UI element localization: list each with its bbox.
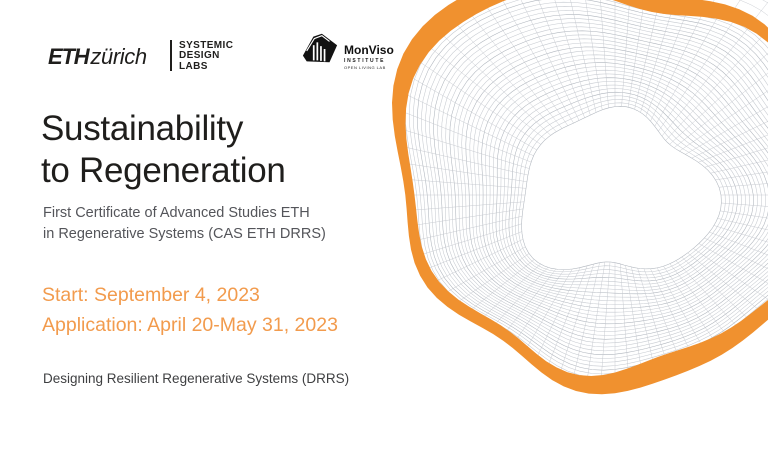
eth-zurich-logo [48, 44, 147, 70]
monviso-institute-logo [301, 31, 394, 70]
organic-mesh-graphic [388, 0, 768, 460]
logo-divider [170, 40, 172, 71]
subtitle-line-1: First Certificate of Advanced Studies ETH [43, 205, 310, 221]
sdl-line-3: LABS [179, 60, 208, 72]
monviso-wordmark [344, 31, 394, 70]
course-subtitle [43, 203, 326, 245]
eth-logo-bold: ETH [48, 44, 89, 69]
start-date: Start: September 4, 2023 [42, 284, 260, 306]
application-window: Application: April 20-May 31, 2023 [42, 314, 338, 336]
key-dates [42, 280, 338, 340]
program-note: Designing Resilient Regenerative Systems (DRRS) [43, 371, 350, 386]
title-line-2: to Regeneration [41, 151, 286, 190]
eth-logo-light: zürich [90, 44, 147, 69]
title-line-1: Sustainability [41, 109, 244, 148]
monviso-mountain-icon [301, 31, 339, 67]
sdl-line-2: DESIGN [179, 50, 220, 62]
monviso-name: MonViso [344, 43, 394, 57]
monviso-tagline: OPEN LIVING LAB [344, 64, 386, 70]
systemic-design-labs-logo [179, 41, 233, 72]
subtitle-line-2: in Regenerative Systems (CAS ETH DRRS) [43, 226, 326, 242]
sdl-line-1: SYSTEMIC [179, 40, 234, 51]
monviso-subtitle: INSTITUTE [344, 57, 386, 64]
page-title [41, 108, 286, 192]
